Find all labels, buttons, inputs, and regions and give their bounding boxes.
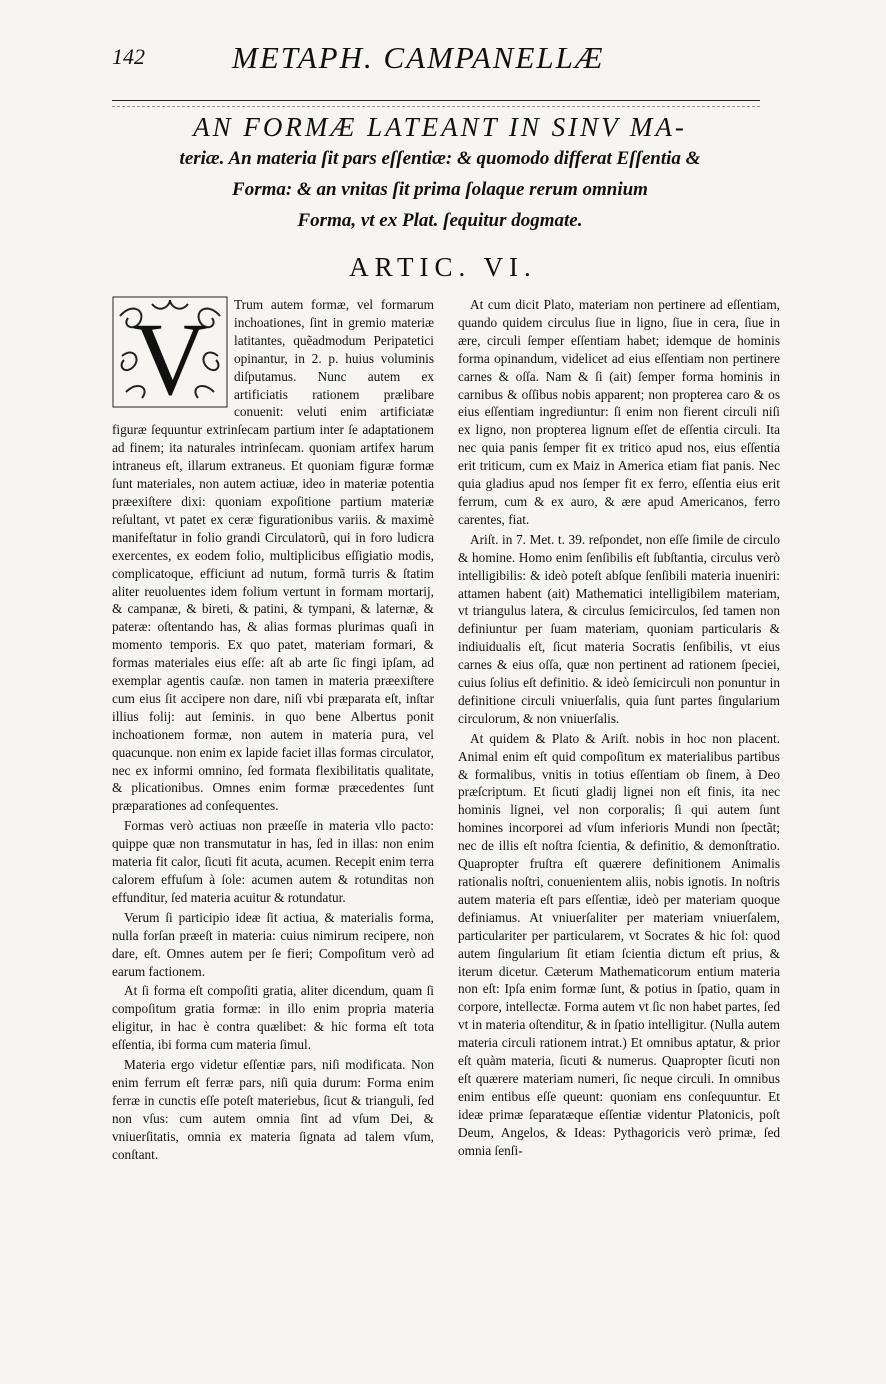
header-rule [112,100,760,101]
running-title: METAPH. CAMPANELLÆ [232,40,605,75]
right-paragraph-1: At cum dicit Plato, materiam non pertinere ad eſſentiam, quando quidem circulus ſiue in ligno, ſiue in cera, ſiue in ære, circuli ſemper eſſentiam habet; idemque de hominis forma opinandum, videlicet ad eius eſſentiam non pertinere carnes & oſſa. Nam & ſi (ait) ſemper forma hominis in carnibus & oſſibus nobis apparent; non propterea caro & os eius eſſentiam ingrediuntur: ſi enim non fierent circuli niſi ex ligno, non propterea lignum eſſet de eſſentia circuli. Ita nec quia panis ſemper fit ex tritico apud nos, eius eſſentia erit triticum, cum ex Maiz in America etiam fiat panis. Nec quia gladius apud nos ſemper fit ex ferro, eſſentia eius erit ferrum, cum & ex auro, & ære apud Americanos, ferro carentes, fiat. [458,297,780,527]
decorated-initial [112,296,228,408]
left-paragraph-4: At ſi forma eſt compoſiti gratia, aliter dicendum, quam ſi compoſitum gratia formæ: in illo enim propria materia eligitur, in hac è contra quælibet: & hic forma eſt tota eſſentia, ibi forma cum materia ſimul. [112,983,434,1053]
article-heading [110,112,770,236]
right-paragraph-2: Ariſt. in 7. Met. t. 39. reſpondet, non eſſe ſimile de circulo & homine. Homo enim ſenſibilis eſt ſubſtantia, circulus verò intelligibilis: & ideò poteſt abſque ſenſibili materia inueniri: attamen habent (ait) Mathematici intelligibilem materiam, vt triangulus latera, & circulus ſemicirculos, ſed tamen non definiuntur per ſuam materiam, quoniam particularis & indiuidualis eſt, ſicut materia Socratis ſenſibilis, vt eius carnes & eius oſſa, quæ non pertinent ad rationem ſpeciei, cuius ſolius eſt definitio. & ideò ſemicirculi non ponuntur in definitione circuli vniuerſalis, quia ſunt partes ſingularium circulorum, & non vniuerſalis. [458,531,780,726]
right-column [458,296,780,1162]
page-number: 142 [112,44,145,69]
right-paragraph-3: At quidem & Plato & Ariſt. nobis in hoc non placent. Animal enim eſt quid compoſitum ex materialibus partibus & formalibus, vnitis in totius eſſentiam ob ſinem, à Deo præſcriptum. Et ſicuti gladij lignei non eſt finis, ita nec hominis lignei, vel non corporalis; ſi qui autem ſunt homines incorporei ad vſum inferioris Mundi non ſpectãt; nec de illis eſt noſtra ſcientia, & definitio, & demonſtratio. Quapropter fruſtra eſt quærere definitionem Animalis rationalis noſtri, conuenientem aliis, nobis ignotis. In noſtris autem materia eſt pars eſſentiæ, ideò per materiam quoque definiamus. At vniuerſaliter per materiam vniuerſalem, particulariter per particularem, vt Socrates & hic ſol: quod autem ſingularium ſit etiam ſcientia dictum eſt prius, & iterum dicetur. Cæterum Mathematicorum entium materia non eſt: Ipſa enim formæ ſunt, & potius in ſpatio, quam in corpore, intellectæ. Forma autem vt ſic non habet partes, ſed vt in materia oſtenditur, & in ſpatio intelligitur. (Nulla autem materia circuli rationem intrat.) Et omnibus aptatur, & prior eſt quàm materia, ſicuti & numerus. Quapropter ſicuti non eſt quærere materiam numeri, ſic neque circuli. In omnibus enim entibus eſſe queunt: quoniam ens conſequuntur. Et ideæ primæ ſeparatæque eſſentiæ videntur Platonicis, poſt Deum, Angelos, & Ideas: Pythagoricis verò primæ, ſed omnia ſenſi- [458,730,780,1158]
foliage-ornament-icon [112,296,228,408]
heading-line-1: AN FORMÆ LATEANT IN SINV MA- [193,112,687,142]
left-paragraph-3: Verum ſi participio ideæ ſit actiua, & materialis forma, nulla forſan præeſt in materia: cuius nimirum recipere, non dare, eſt. Omnes autem per ſe fieri; Compoſitum verò ad earum factionem. [112,909,434,979]
article-label: ARTIC. VI. [349,252,537,282]
left-column [112,296,434,1166]
left-paragraph-5: Materia ergo videtur eſſentiæ pars, niſi modificata. Non enim ferrum eſt ferræ pars, niſi quia durum: Forma enim ferræ in cunctis eſſe poteſt materiebus, ſicut & trianguli, ſed non vſus: cum autem omnia ſint ad vſum Dei, & vniuerſitatis, omnia ex materia ſignata ad talem vſum, conſtant. [112,1057,434,1162]
left-paragraph-1: Trum autem formæ, vel formarum inchoationes, ſint in gremio materiæ latitantes, quẽadmodum Peripatetici opinantur, in 2. p. huius voluminis diſputamus. Nunc autem ex artificiatis rationem prælibare conuenit: veluti enim artificiatæ figuræ ſequuntur extrinſecam partium inter ſe adaptationem ad finem; ita naturales intrinſecam. quoniam artifex harum intraneus eſt, illarum extraneus. Et quoniam figuræ formæ ſunt materiales, non autem actiuæ, ideo in materiæ potentia præexiſtere dixi: quoniam expoſitione partium materiæ reſultant, vt patet ex ceræ figurationibus variis. & maximè manifeſtatur in folio grandi Circulatorũ, qui in foro ludicra exercentes, ex eodem folio, multiplicibus eſſigiatio modis, complicatoque, efficiunt ad nutum, formã turris & ſtatim aliter reuoluentes idem folium vertunt in formam mortarij, & campanæ, & bireti, & patini, & tympani, & laternæ, & pateræ: oſtentando has, & alias formas plurimas quaſi in momento temporis. Ex quo patet, materiam formari, & formas materiales eius eſſe: aſt ab arte ſic fingi ipſam, ad exemplar agentis cauſæ. non tamen in materia præexiſtere cum eius ſit accipere non dare, niſi vbi præparata eſt, inſtar illius folij: aut ſeminis. in quo bene Albertus ponit inchoationem formæ, non autem in materia pura, vel quacunque. non enim ex lapide faciet illas formas circulator, nec ex informi omnino, ſed formata flexibilitatis qualitate, & plicationibus. Omnes enim formæ præcedentes ſunt præparationes ad conſequentes. [112,297,434,814]
dropcap-letter: V [132,302,208,408]
heading-line-4: Forma, vt ex Plat. ſequitur dogmate. [297,210,583,231]
heading-line-3: Forma: & an vnitas ſit prima ſolaque rerum omnium [232,179,648,200]
heading-line-2: teriæ. An materia ſit pars eſſentiæ: & quomodo differat Eſſentia & [179,148,701,169]
left-paragraph-2: Formas verò actiuas non præeſſe in materia vllo pacto: quippe quæ non transmutatur in has, ſed in illas: non enim materia fit calor, ſicuti fit acuta, acumen. Recepit enim terra calorem effuſum à ſole: acumen autem & rotunditas non effunditur, ſed materia acuitur & rotundatur. [112,818,434,905]
header-rule-secondary [112,106,760,107]
